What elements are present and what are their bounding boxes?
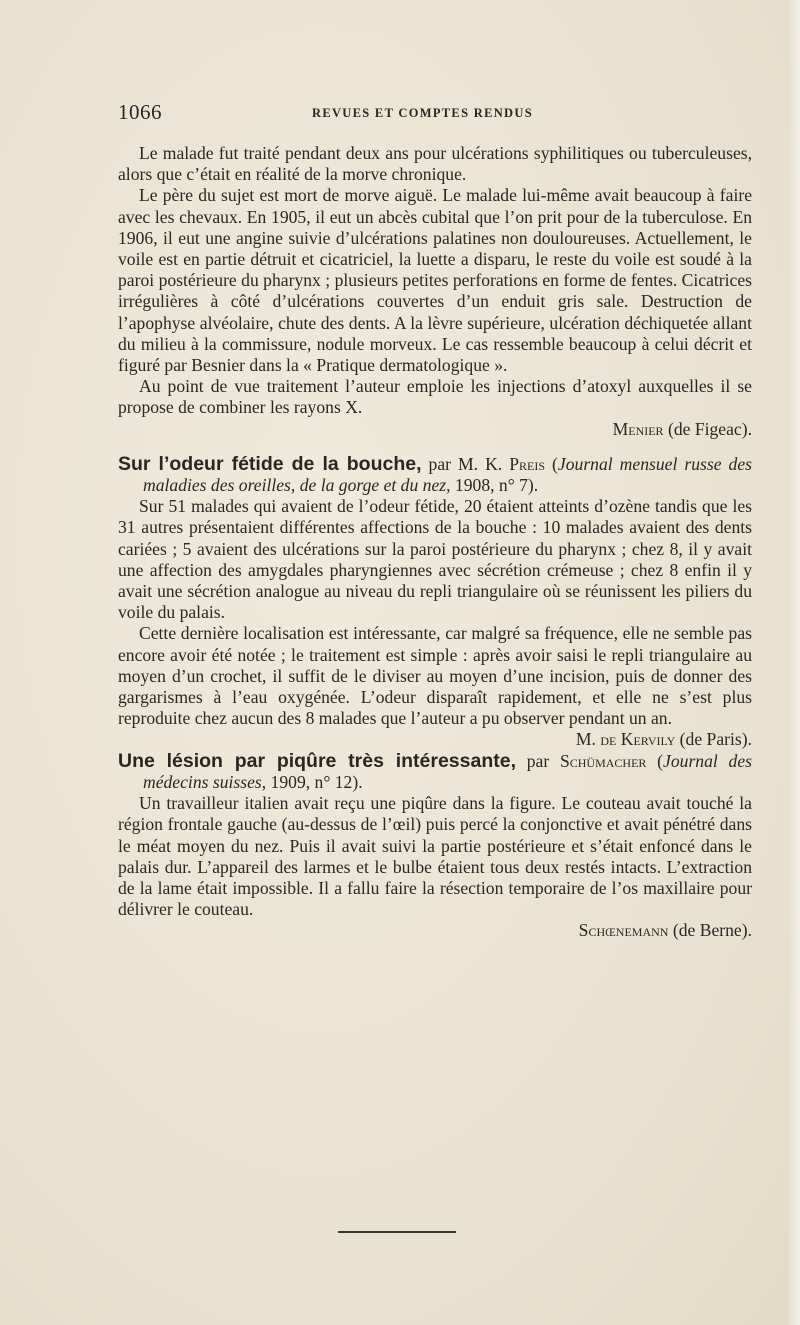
article-title: Sur l’odeur fétide de la bouche,: [118, 452, 422, 475]
running-title: REVUES ET COMPTES RENDUS: [312, 106, 533, 120]
article-heading: [118, 751, 752, 793]
signature: [118, 729, 752, 750]
journal-year: , 1909, n° 12).: [261, 771, 363, 792]
signature-name: Schœnemann: [578, 920, 669, 941]
signature: [118, 920, 752, 941]
signature: [118, 419, 752, 440]
body-text: [118, 143, 752, 942]
article-title: Une lésion par piqûre très intéressante,: [118, 749, 517, 772]
open-paren: (: [646, 750, 664, 771]
page-number: 1066: [118, 100, 162, 124]
article-byline: par: [516, 750, 560, 771]
signature-place: (de Berne).: [668, 920, 752, 941]
article-paragraph: Cette dernière localisation est intéressante, car malgré sa fréquence, elle ne semble pas encore avoir été notée ; le traitement est simple : après avoir saisi le repli triangulaire au moyen d’un crochet, il suffit de le diviser au moyen d’une incision, puis de donner des gargarismes à l’eau oxygénée. L’odeur disparaît rapidement, et elle ne s’est plus reproduite chez aucun des 8 malades que l’auteur a pu observer pendant un an.: [118, 623, 752, 729]
journal-name: Journal mensuel russe des maladies des oreilles, de la gorge et du nez: [143, 453, 752, 496]
signature-name: de Kervily: [600, 729, 676, 750]
article-heading: [118, 454, 752, 496]
journal-comma: ,: [446, 475, 455, 496]
article-byline: par M. K.: [421, 453, 510, 474]
open-paren: (: [545, 453, 558, 474]
intro-paragraph: Le père du sujet est mort de morve aiguë. Le malade lui-même avait beaucoup à faire avec les chevaux. En 1905, il eut un abcès cubital que l’on prit pour de la tuberculose. En 1906, il eut une angine suivie d’ulcérations palatines non douloureuses. Actuellement, le voile est en partie détruit et cicatriciel, la luette a disparu, le reste du voile est soudé à la paroi postérieure du pharynx ; plusieurs petites perforations en forme de fentes. Cicatrices irrégulières à côté d’ulcérations couvertes d’un enduit gris sale. Destruction de l’apophyse alvéolaire, chute des dents. A la lèvre supérieure, ulcération déchiquetée allant du milieu à la commissure, nodule morveux. Le cas ressemble beaucoup à celui décrit et figuré par Besnier dans la « Pratique dermatologique ».: [118, 185, 752, 376]
intro-paragraph: Le malade fut traité pendant deux ans pour ulcérations syphilitiques ou tuberculeuses, alors que c’était en réalité de la morve chronique.: [118, 143, 752, 185]
signature-place: (de Figeac).: [663, 418, 752, 439]
section-divider: [338, 1231, 456, 1233]
article-paragraph: Un travailleur italien avait reçu une piqûre dans la figure. Le couteau avait touché la région frontale gauche (au-dessus de l’œil) puis percé la conjonctive et avait pénétré dans le méat moyen du nez. Puis il avait suivi la partie postérieure et s’était enfoncé dans le palais dur. L’appareil des larmes et le bulbe étaient tous deux restés intacts. L’extraction de la lame était impossible. Il a fallu faire la résection temporaire de l’os maxillaire pour délivrer le couteau.: [118, 793, 752, 920]
signature-place: (de Paris).: [675, 729, 752, 750]
journal-name: Journal des médecins suisses: [143, 750, 752, 792]
intro-paragraph: Au point de vue traitement l’auteur emploie les injections d’atoxyl auxquelles il se propose de combiner les rayons X.: [118, 376, 752, 418]
article-paragraph: Sur 51 malades qui avaient de l’odeur fétide, 20 étaient atteints d’ozène tandis que les 31 autres présentaient différentes affections de la bouche : 10 malades avaient des dents cariées ; 5 avaient des ulcérations sur la paroi postérieure du pharynx ; chez 8, il y avait une affection des amygdales pharyngiennes avec sécrétion crémeuse ; chez 8 enfin il y avait une sécrétion analogue au niveau du repli triangulaire où se réunissent les piliers du voile du palais.: [118, 496, 752, 623]
signature-name: Menier: [612, 418, 664, 439]
journal-year: 1908, n° 7).: [454, 475, 539, 496]
running-header: [118, 100, 758, 128]
page-edge: [788, 0, 800, 1325]
article-author: Schümacher: [559, 750, 647, 771]
article-author: Preis: [509, 453, 546, 474]
signature-prefix: M.: [575, 729, 601, 750]
